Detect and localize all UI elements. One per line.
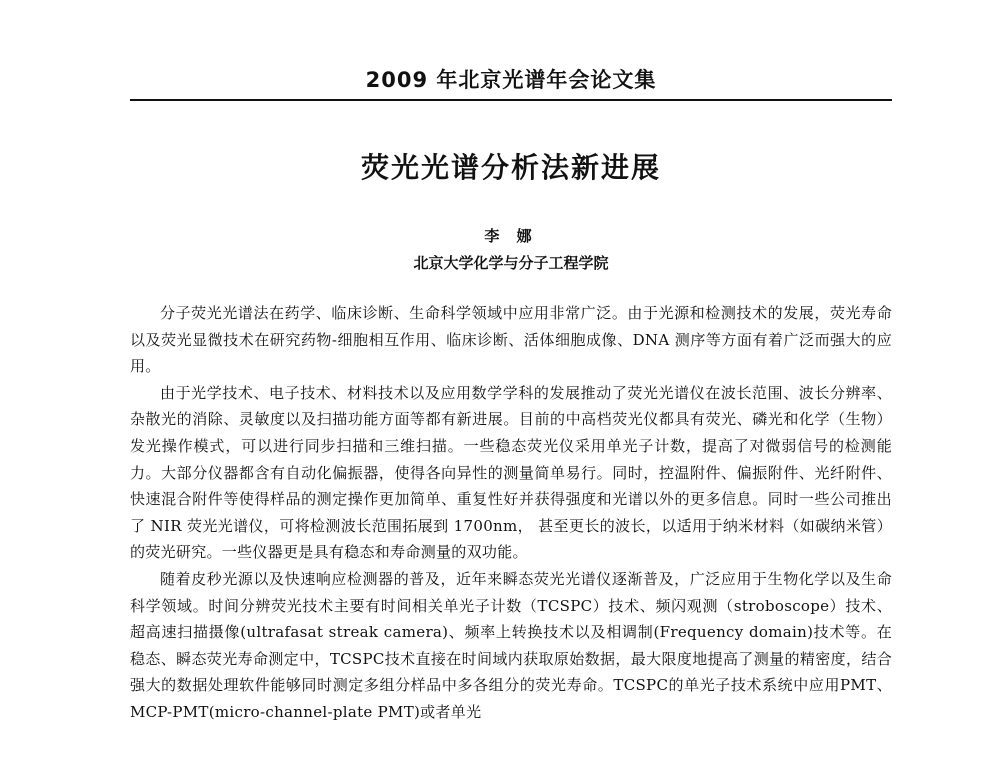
paragraph-1: 分子荧光光谱法在药学、临床诊断、生命科学领域中应用非常广泛。由于光源和检测技术的发展，荧光寿命以及荧光显微技术在研究药物-细胞相互作用、临床诊断、活体细胞成像、DNA 测序等方面有着广泛而强大的应用。 — [130, 304, 892, 376]
header-rule — [130, 99, 892, 101]
running-header: 2009 年北京光谱年会论文集 — [365, 68, 657, 92]
paragraph-2: 由于光学技术、电子技术、材料技术以及应用数学学科的发展推动了荧光光谱仪在波长范围、波长分辨率、杂散光的消除、灵敏度以及扫描功能方面等都有新进展。目前的中高档荧光仪都具有荧光、磷光和化学（生物）发光操作模式，可以进行同步扫描和三维扫描。一些稳态荧光仪采用单光子计数，提高了对微弱信号的检测能力。大部分仪器都含有自动化偏振器，使得各向异性的测量简单易行。同时，控温附件、偏振附件、光纤附件、快速混合附件等使得样品的测定操作更加简单、重复性好并获得强度和光谱以外的更多信息。同时一些公司推出了 NIR 荧光光谱仪，可将检测波长范围拓展到 1700nm， 甚至更长的波长，以适用于纳米材料（如碳纳米管）的荧光研究。一些仪器更是具有稳态和寿命测量的双功能。 — [130, 383, 892, 562]
body-text — [130, 300, 892, 726]
paragraph-3: 随着皮秒光源以及快速响应检测器的普及，近年来瞬态荧光光谱仪逐渐普及，广泛应用于生物化学以及生命科学领域。时间分辨荧光技术主要有时间相关单光子计数（TCSPC）技术、频闪观测（stroboscope）技术、超高速扫描摄像(ultrafasat streak camera)、频率上转换技术以及相调制(Frequency domain)技术等。在稳态、瞬态荧光寿命测定中，TCSPC技术直接在时间域内获取原始数据，最大限度地提高了测量的精密度，结合强大的数据处理软件能够同时测定多组分样品中多各组分的荧光寿命。TCSPC的单光子技术系统中应用PMT、MCP-PMT(micro-channel-plate PMT)或者单光 — [130, 569, 892, 721]
author-name: 李 娜 — [484, 227, 538, 245]
paper-title: 荧光光谱分析法新进展 — [360, 151, 661, 184]
author-affiliation: 北京大学化学与分子工程学院 — [413, 254, 609, 272]
